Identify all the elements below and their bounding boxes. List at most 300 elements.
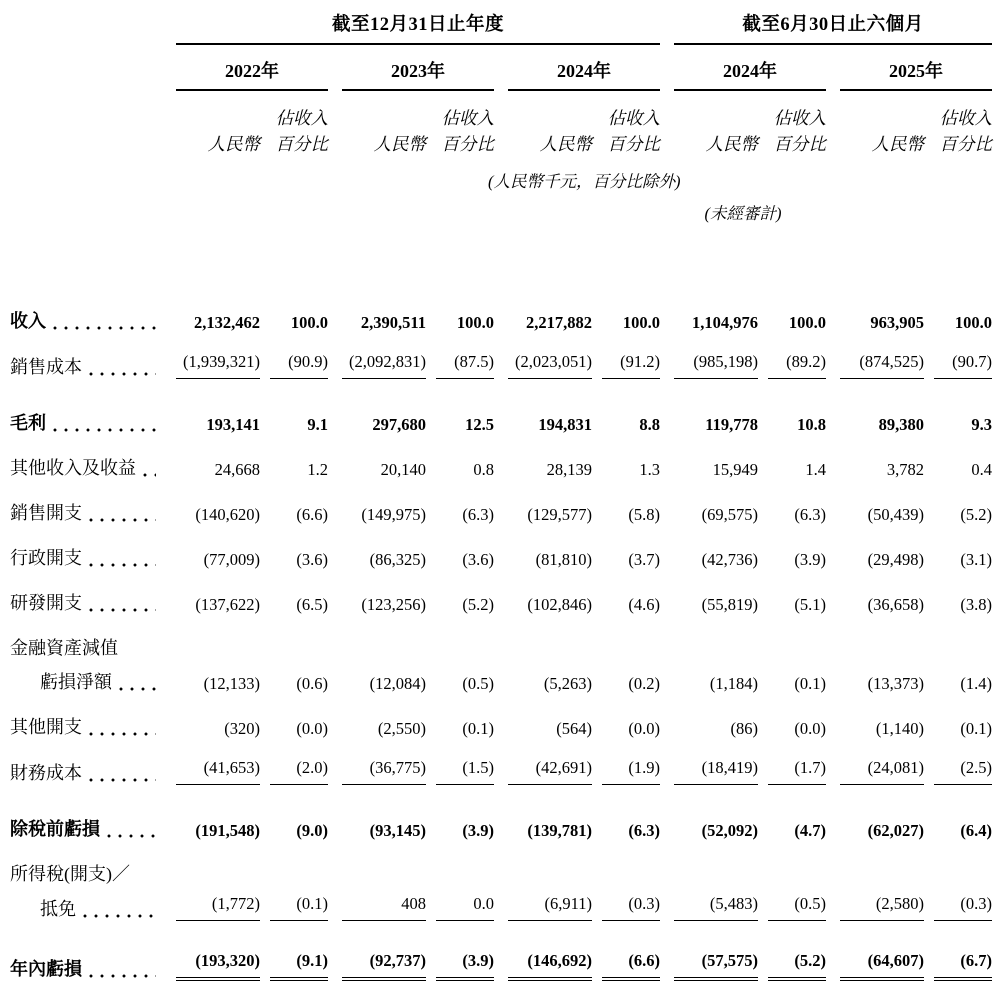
rmb-header: 人民幣 [705,134,759,155]
pct-value-cell [592,841,660,886]
pct-value-cell [758,333,826,379]
rmb-value-cell [328,660,426,694]
rmb-value-cell [162,739,260,785]
cell-value: 0.8 [473,459,494,479]
pct-value-cell [592,570,660,615]
pct-header: 佔收入 百分比 [773,108,827,155]
cell-value: (6.4) [960,820,993,840]
rmb-value-cell [162,660,260,694]
rmb-value-cell [660,333,758,379]
dot-leader [89,563,156,567]
cell-value: (2,550) [377,718,426,738]
rmb-value-cell [660,435,758,480]
cell-value: (29,498) [867,549,925,569]
rmb-value-cell [328,480,426,525]
cell-value: (1,939,321) [176,352,260,379]
pct-value-cell [592,660,660,694]
rmb-value-cell [660,660,758,694]
pct-value-cell [426,921,494,981]
row-label: 行政開支 [10,547,82,568]
cell-value: 2,217,882 [526,312,592,332]
rmb-value-cell [826,921,924,981]
rmb-value-cell [328,739,426,785]
rmb-value-cell [660,379,758,435]
cell-value: (2,092,831) [342,352,426,379]
dot-leader [89,778,156,782]
cell-value: (89.2) [768,352,826,379]
cell-value: (5.2) [462,594,494,614]
cell-value: (1.5) [436,758,494,785]
cell-value: (2,580) [840,894,924,921]
rmb-value-cell [494,785,592,841]
table-row [10,570,992,615]
table-row [10,886,992,921]
cell-value: (2.0) [270,758,328,785]
cell-value: (0.0) [296,718,328,738]
cell-value: (3.6) [296,549,328,569]
rmb-value-cell [162,785,260,841]
rmb-value-cell [328,288,426,333]
cell-value: (91.2) [602,352,660,379]
corner-cell [10,10,162,45]
pct-value-cell [924,288,992,333]
pct-value-cell [592,480,660,525]
row-label: 金融資產減值 [10,637,118,658]
rmb-value-cell [826,841,924,886]
cell-value: (0.1) [462,718,494,738]
cell-value: (86) [730,718,759,738]
pct-value-cell [758,615,826,660]
cell-value: (41,653) [176,758,260,785]
dot-leader [89,372,156,376]
row-label: 年內虧損 [10,958,82,979]
cell-value: (81,810) [535,549,592,569]
pct-value-cell [924,570,992,615]
pct-value-cell [758,739,826,785]
rmb-value-cell [660,480,758,525]
cell-value: (1,140) [875,718,925,738]
cell-value: (146,692) [508,951,592,981]
cell-value: (13,373) [867,673,925,693]
section-annual-title: 截至12月31日止年度 [176,10,660,45]
dot-leader [89,518,156,522]
cell-value: 193,141 [206,414,260,434]
cell-value: (191,548) [195,820,260,840]
cell-value: (123,256) [361,594,426,614]
rmb-value-cell [660,615,758,660]
rmb-value-cell [826,615,924,660]
pct-value-cell [260,785,328,841]
cell-value: (564) [556,718,592,738]
cell-value: (3.9) [794,549,827,569]
cell-value: (3.6) [462,549,494,569]
cell-value: 2,132,462 [194,312,260,332]
cell-value: (4.6) [628,594,661,614]
rmb-value-cell [162,435,260,480]
cell-value: 9.3 [971,414,993,434]
table-row [10,379,992,435]
table-row [10,660,992,694]
cell-value: (4.7) [794,820,827,840]
cell-value: 89,380 [878,414,925,434]
cell-value: 0.4 [971,459,993,479]
table-body [10,288,992,981]
cell-value: (3.1) [960,549,993,569]
pct-value-cell [924,841,992,886]
pct-value-cell [260,333,328,379]
rmb-value-cell [494,435,592,480]
cell-value: 100.0 [290,312,328,332]
pct-value-cell [758,921,826,981]
rmb-value-cell [494,841,592,886]
cell-value: 408 [342,894,426,921]
rmb-value-cell [826,785,924,841]
cell-value: (5.2) [960,504,993,524]
cell-value: 194,831 [538,414,592,434]
rmb-value-cell [660,921,758,981]
section-interim [660,10,992,45]
cell-value: 100.0 [622,312,661,332]
cell-value: (102,846) [527,594,592,614]
pct-value-cell [426,333,494,379]
pct-value-cell [924,333,992,379]
row-label-cell [10,785,162,841]
cell-value: (1,184) [709,673,759,693]
table-row [10,785,992,841]
pct-value-cell [260,841,328,886]
row-label-cell [10,841,162,886]
pct-value-cell [924,435,992,480]
pct-value-cell [924,739,992,785]
units-note-row [10,158,992,192]
cell-value: (5.1) [794,594,827,614]
dot-leader [89,608,156,612]
cell-value: (36,658) [867,594,925,614]
row-label: 抵免 [40,898,76,919]
pct-value-cell [924,379,992,435]
cell-value: 0.0 [436,894,494,921]
rmb-value-cell [328,615,426,660]
cell-value: 10.8 [797,414,827,434]
table-row [10,288,992,333]
pct-value-cell [426,785,494,841]
rmb-value-cell [826,333,924,379]
rmb-value-cell [826,886,924,921]
table-row [10,921,992,981]
cell-value: (87.5) [436,352,494,379]
pct-value-cell [758,525,826,570]
pct-value-cell [924,886,992,921]
pct-value-cell [426,288,494,333]
cell-value: (6.3) [628,820,661,840]
cell-value: (5,263) [543,673,592,693]
cell-value: (6,911) [508,894,592,921]
rmb-value-cell [660,570,758,615]
pct-value-cell [260,921,328,981]
row-label: 所得稅(開支)／ [10,863,130,884]
year-2023: 2023年 [328,45,494,91]
pct-value-cell [592,739,660,785]
pct-value-cell [924,660,992,694]
spacer-row [10,224,992,288]
rmb-value-cell [162,480,260,525]
pct-value-cell [260,379,328,435]
pct-value-cell [260,739,328,785]
row-label-cell [10,570,162,615]
cell-value: (0.5) [462,673,494,693]
pct-value-cell [758,435,826,480]
row-label-cell [10,435,162,480]
row-label: 虧損淨額 [40,671,112,692]
row-label-cell [10,694,162,739]
cell-value: 8.8 [639,414,661,434]
section-interim-title: 截至6月30日止六個月 [674,10,992,45]
cell-value: (6.6) [296,504,328,524]
row-label: 除稅前虧損 [10,818,100,839]
pct-value-cell [592,435,660,480]
rmb-value-cell [826,694,924,739]
table-row [10,525,992,570]
pct-value-cell [426,525,494,570]
year-header-row [10,45,992,91]
rmb-value-cell [328,921,426,981]
cell-value: (77,009) [203,549,260,569]
cell-value: 3,782 [886,459,925,479]
row-label: 毛利 [10,412,46,433]
section-header-row [10,10,992,45]
row-label-cell [10,525,162,570]
pct-value-cell [758,570,826,615]
rmb-value-cell [162,886,260,921]
rmb-value-cell [660,288,758,333]
rmb-value-cell [162,288,260,333]
rmb-value-cell [328,379,426,435]
pct-value-cell [924,921,992,981]
pct-value-cell [426,886,494,921]
units-note: (人民幣千元，百分比除外) [488,171,681,191]
year-2025-interim: 2025年 [826,45,992,91]
rmb-value-cell [660,841,758,886]
unaudited-note: (未經審計) [704,203,782,223]
cell-value: 20,140 [380,459,426,479]
rmb-value-cell [328,333,426,379]
cell-value: (64,607) [840,951,924,981]
cell-value: (3.7) [628,549,661,569]
rmb-value-cell [494,570,592,615]
pct-value-cell [592,525,660,570]
pct-header: 佔收入 百分比 [607,108,661,155]
cell-value: (6.3) [794,504,827,524]
cell-value: (2,023,051) [508,352,592,379]
row-label-cell [10,288,162,333]
pct-value-cell [426,739,494,785]
cell-value: (42,736) [701,549,759,569]
cell-value: (57,575) [674,951,758,981]
rmb-value-cell [494,525,592,570]
cell-value: (1.9) [602,758,660,785]
cell-value: (0.0) [794,718,827,738]
rmb-value-cell [494,739,592,785]
row-label: 其他開支 [10,716,82,737]
cell-value: (92,737) [342,951,426,981]
pct-value-cell [758,480,826,525]
pct-value-cell [592,921,660,981]
pct-value-cell [758,660,826,694]
cell-value: (2.5) [934,758,992,785]
rmb-value-cell [328,694,426,739]
cell-value: (6.5) [296,594,328,614]
pct-value-cell [592,785,660,841]
cell-value: (137,622) [195,594,260,614]
rmb-value-cell [328,886,426,921]
rmb-value-cell [494,288,592,333]
cell-value: 119,778 [705,414,759,434]
pct-value-cell [592,379,660,435]
cell-value: (1.4) [960,673,993,693]
cell-value: 2,390,511 [360,312,426,332]
rmb-value-cell [162,841,260,886]
cell-value: 15,949 [712,459,759,479]
pct-value-cell [758,288,826,333]
cell-value: (193,320) [176,951,260,981]
cell-value: (5.8) [628,504,661,524]
cell-value: (90.9) [270,352,328,379]
rmb-value-cell [328,570,426,615]
pct-value-cell [426,480,494,525]
cell-value: (5,483) [674,894,758,921]
rmb-value-cell [826,570,924,615]
year-2022: 2022年 [162,45,328,91]
cell-value: 297,680 [372,414,426,434]
cell-value: (36,775) [342,758,426,785]
table-row [10,739,992,785]
pct-value-cell [260,886,328,921]
rmb-value-cell [494,615,592,660]
unaudited-note-row [10,192,992,224]
rmb-value-cell [162,333,260,379]
dot-leader [83,914,156,918]
cell-value: (55,819) [701,594,759,614]
dot-leader [119,687,156,691]
row-label-cell [10,660,162,694]
rmb-header: 人民幣 [207,134,260,155]
pct-value-cell [758,694,826,739]
row-label: 收入 [10,310,46,331]
rmb-value-cell [660,785,758,841]
cell-value: (0.0) [628,718,661,738]
cell-value: (12,084) [369,673,426,693]
cell-value: 28,139 [546,459,592,479]
pct-value-cell [924,615,992,660]
rmb-value-cell [826,435,924,480]
row-label-cell [10,615,162,660]
cell-value: (69,575) [701,504,759,524]
cell-value: (52,092) [701,820,759,840]
rmb-value-cell [494,921,592,981]
rmb-header: 人民幣 [871,134,925,155]
pct-value-cell [260,694,328,739]
pct-value-cell [426,570,494,615]
rmb-value-cell [826,480,924,525]
rmb-value-cell [826,739,924,785]
cell-value: (6.6) [602,951,660,981]
year-2024: 2024年 [494,45,660,91]
rmb-header: 人民幣 [373,134,426,155]
row-label-cell [10,886,162,921]
cell-value: (9.1) [270,951,328,981]
row-label-cell [10,739,162,785]
cell-value: (86,325) [369,549,426,569]
row-label: 其他收入及收益 [10,457,136,478]
pct-value-cell [260,288,328,333]
rmb-value-cell [328,435,426,480]
row-label: 銷售成本 [10,356,82,377]
rmb-value-cell [328,525,426,570]
pct-header: 佔收入 百分比 [939,108,993,155]
pct-value-cell [924,525,992,570]
pct-value-cell [592,615,660,660]
cell-value: (139,781) [527,820,592,840]
pct-value-cell [924,785,992,841]
rmb-value-cell [826,288,924,333]
row-label-cell [10,379,162,435]
rmb-value-cell [162,615,260,660]
cell-value: (320) [224,718,260,738]
pct-value-cell [260,480,328,525]
cell-value: (0.3) [602,894,660,921]
dot-leader [143,473,156,477]
pct-value-cell [592,288,660,333]
pct-value-cell [758,379,826,435]
pct-value-cell [924,480,992,525]
rmb-value-cell [328,841,426,886]
year-2024-interim: 2024年 [660,45,826,91]
table-row [10,841,992,886]
cell-value: (3.8) [960,594,993,614]
pct-value-cell [260,615,328,660]
cell-value: (93,145) [369,820,426,840]
cell-value: (18,419) [674,758,758,785]
pct-value-cell [758,841,826,886]
row-label: 銷售開支 [10,502,82,523]
pct-value-cell [426,615,494,660]
cell-value: (0.6) [296,673,328,693]
pct-value-cell [260,660,328,694]
rmb-value-cell [660,694,758,739]
rmb-value-cell [826,660,924,694]
cell-value: (12,133) [203,673,260,693]
cell-value: 963,905 [870,312,925,332]
cell-value: (0.3) [934,894,992,921]
cell-value: 100.0 [788,312,827,332]
cell-value: (1,772) [176,894,260,921]
pct-value-cell [592,886,660,921]
cell-value: (5.2) [768,951,826,981]
cell-value: (90.7) [934,352,992,379]
cell-value: (129,577) [527,504,592,524]
cell-value: (3.9) [462,820,494,840]
cell-value: (0.2) [628,673,661,693]
rmb-value-cell [826,379,924,435]
pct-value-cell [260,435,328,480]
rmb-value-cell [660,886,758,921]
rmb-value-cell [826,525,924,570]
row-label-cell [10,921,162,981]
pct-value-cell [260,570,328,615]
cell-value: (0.1) [794,673,827,693]
table-row [10,615,992,660]
rmb-value-cell [494,660,592,694]
